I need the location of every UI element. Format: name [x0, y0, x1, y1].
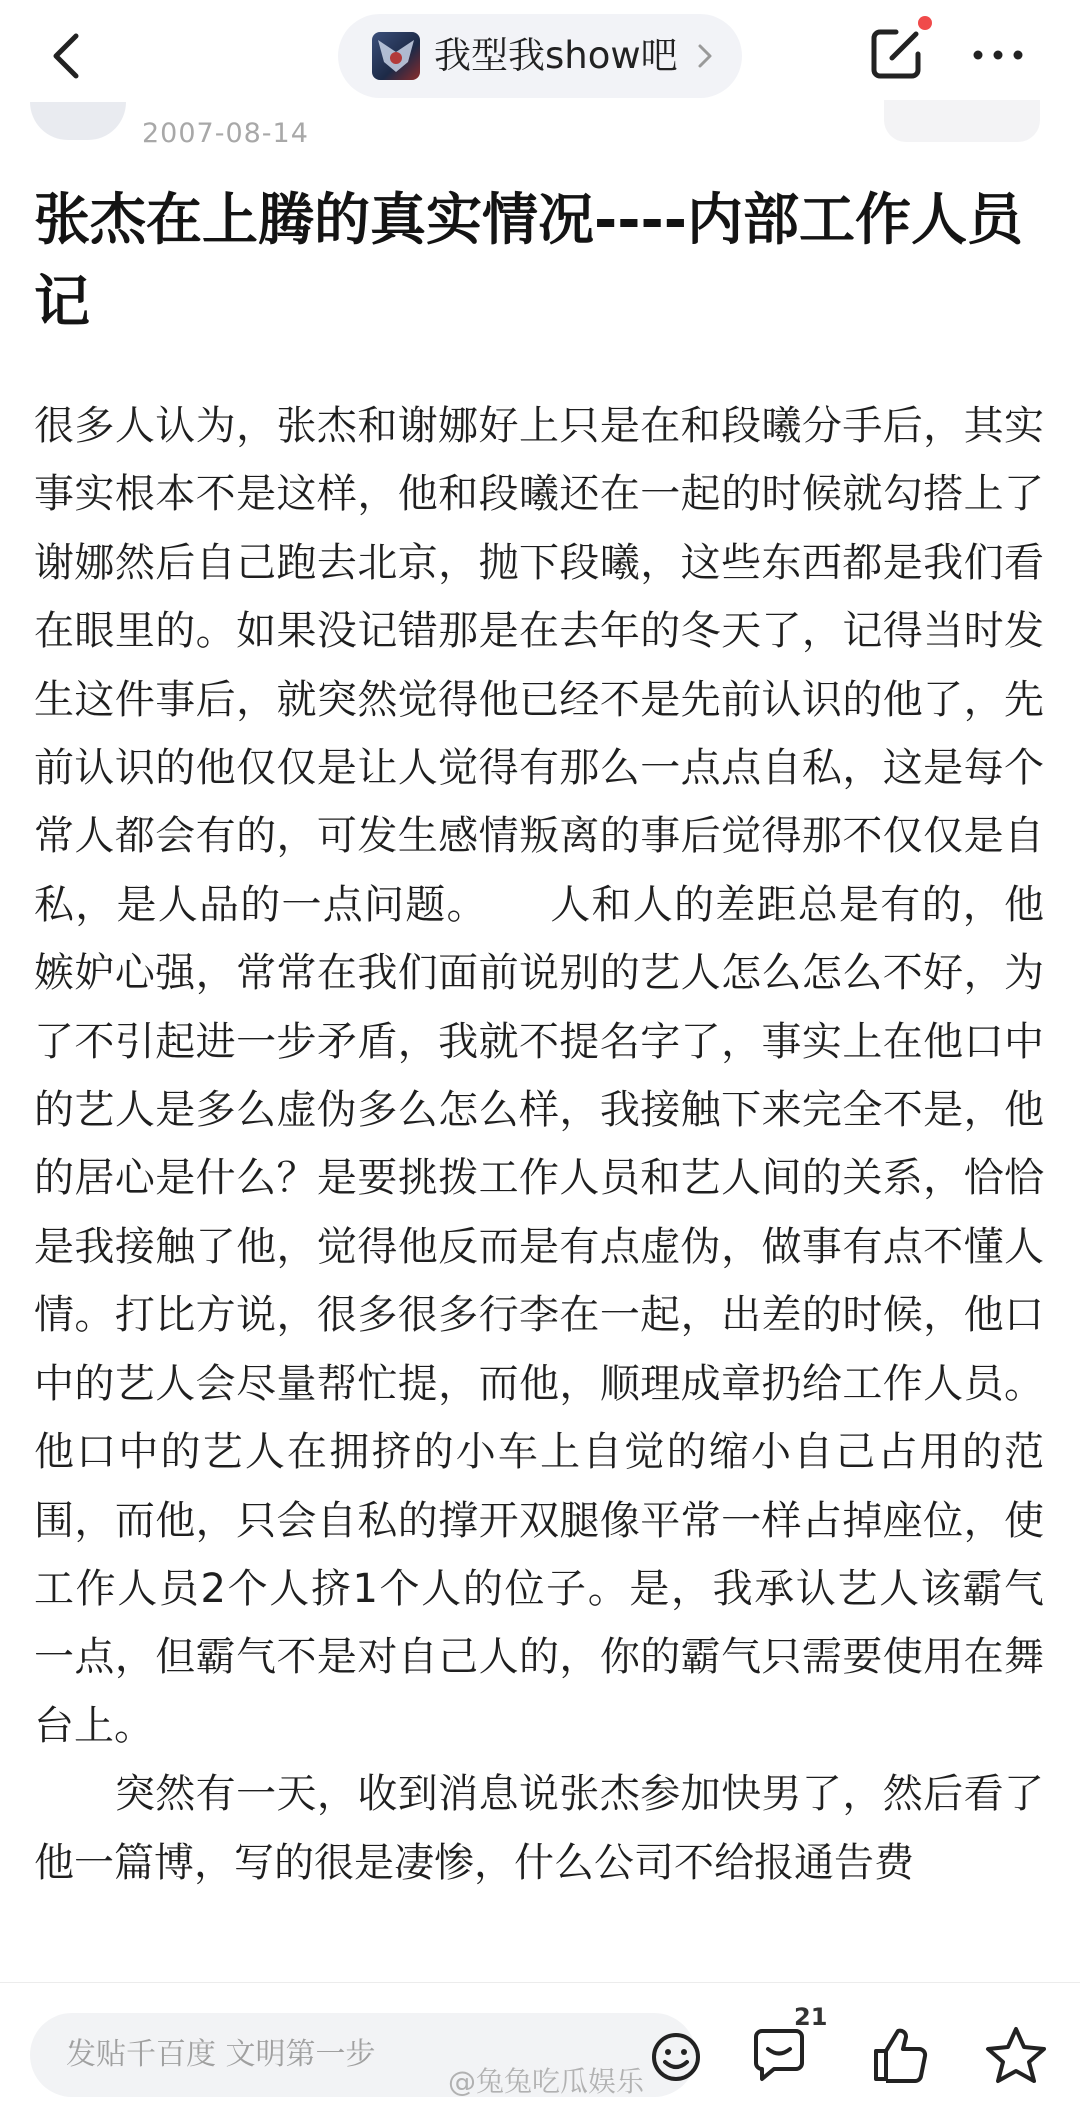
forum-avatar [372, 32, 420, 80]
emoji-icon[interactable] [650, 2031, 702, 2083]
top-navigation-bar [0, 0, 1080, 112]
back-button[interactable] [40, 28, 96, 84]
star-icon[interactable] [984, 2023, 1048, 2087]
comment-count: 21 [794, 2003, 828, 2031]
follow-button[interactable] [884, 100, 1040, 142]
post-paragraph: 突然有一天，收到消息说张杰参加快男了，然后看了他一篇博，写的很是凄惨，什么公司不给报通告费 [34, 1771, 1044, 1886]
thumbs-up-icon[interactable] [868, 2023, 932, 2087]
post-paragraph: 很多人认为，张杰和谢娜好上只是在和段曦分手后，其实事实根本不是这样，他和段曦还在一起的时候就勾搭上了谢娜然后自己跑去北京，抛下段曦，这些东西都是我们看在眼里的。如果没记错那是在去年的冬天了，记得当时发生这件事后，就突然觉得他已经不是先前认识的他了，先前认识的他仅仅是让人觉得有那么一点点自私，这是每个常人都会有的，可发生感情叛离的事后觉得那不仅仅是自私，是人品的一点问题。 人和人的差距总是有的，他嫉妒心强，常常在我们面前说别的艺人怎么怎么不好，为了不引起进一步矛盾，我就不提名字了，事实上在他口中的艺人是多么虚伪多么怎么样，我接触下来完全不是，他的居心是什么？是要挑拨工作人员和艺人间的关系，恰恰是我接触了他，觉得他反而是有点虚伪，做事有点不懂人情。打比方说，很多很多行李在一起，出差的时候，他口中的艺人会尽量帮忙提，而他，顺理成章扔给工作人员。他口中的艺人在拥挤的小车上自觉的缩小自己占用的范围，而他，只会自私的撑开双腿像平常一样占掉座位，使工作人员2个人挤1个人的位子。是，我承认艺人该霸气一点，但霸气不是对自己人的，你的霸气只需要使用在舞台上。 [34, 403, 1044, 1749]
chevron-left-icon [40, 28, 96, 84]
edit-icon [866, 24, 926, 84]
author-avatar[interactable] [30, 102, 126, 140]
forum-name: 我型我show吧 [434, 34, 678, 77]
more-button[interactable] [968, 30, 1028, 80]
comment-icon[interactable] [748, 2025, 810, 2087]
notification-dot [918, 16, 932, 30]
more-icon [968, 30, 1028, 80]
post-date: 2007-08-14 [142, 118, 309, 149]
forum-pill[interactable] [338, 14, 742, 98]
edit-button[interactable] [866, 24, 926, 84]
watermark: @兔兔吃瓜娱乐 [448, 2065, 645, 2098]
reply-placeholder: 发贴千百度 文明第一步 [66, 2037, 376, 2072]
chevron-right-icon [694, 42, 716, 70]
post-title: 张杰在上腾的真实情况----内部工作人员记 [34, 188, 1023, 335]
post-body [34, 392, 1044, 1982]
